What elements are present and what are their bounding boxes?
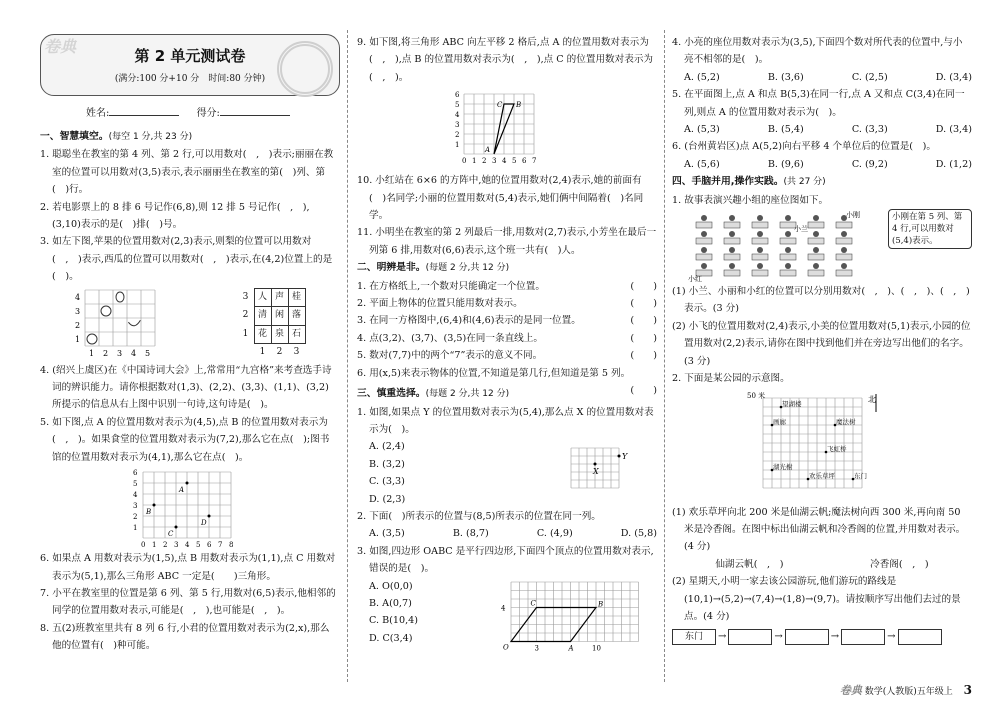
desk <box>696 222 712 228</box>
tick-label: 5 <box>455 101 460 110</box>
spot-label: 画廊 <box>773 417 786 426</box>
point <box>153 504 156 507</box>
tick-label: 0 <box>462 157 467 166</box>
xy-grid <box>567 444 637 492</box>
tick-label: 4 <box>133 491 138 500</box>
name-score-bar: 姓名: 得分: <box>40 104 338 119</box>
student-icon <box>701 247 707 253</box>
tick-label: 3 <box>116 348 122 358</box>
option[interactable]: C. (2,5) <box>851 71 888 83</box>
tick-label: 3 <box>74 306 80 316</box>
option[interactable]: C. B(10,4) <box>369 615 418 627</box>
park-map <box>747 390 897 502</box>
question-5: 5. 如下图,点 A 的位置用数对表示为(4,5),点 B 的位置用数对表示为( , )。如果食堂的位置用数对表示为(7,2),那么它在点( );图书馆的位置用数对表示为(4,1),那么它在点( )。 <box>40 416 330 463</box>
answer-bracket[interactable]: ( ) <box>630 315 657 327</box>
question-1: 1. 聪聪坐在教室的第 4 列、第 2 行,可以用数对( , )表示;丽丽在教室的位置可以用数对(3,5)表示,表示丽丽坐在教室的第( )列、第( )行。 <box>40 149 334 196</box>
column-1 <box>40 128 338 655</box>
student-icon <box>701 215 707 221</box>
question-9: 9. 如下图,将三角形 ABC 向左平移 2 格后,点 A 的位置用数对表示为( , ),点 B 的位置用数对表示为( , ),点 C 的位置用数对表示为( , )。 <box>357 37 654 83</box>
judge-item: ( ) 3. 在同一方格图中,(6,4)和(4,6)表示的是同一位置。 <box>357 312 657 329</box>
student-icon <box>841 231 847 237</box>
desk <box>808 254 824 260</box>
mc-6-options <box>672 156 972 173</box>
point <box>186 482 189 485</box>
tick-label: 5 <box>512 157 517 166</box>
point <box>175 526 178 529</box>
name-label: 小红 <box>688 275 702 284</box>
pear-icon <box>116 292 124 302</box>
mc-5-options <box>672 121 972 138</box>
section-4-heading: 四、手脑并用,操作实践。(共 27 分) <box>672 176 826 188</box>
student-icon <box>757 231 763 237</box>
north-label: 北 <box>868 394 876 404</box>
tick-label: 5 <box>196 541 201 549</box>
mc-1-area <box>357 438 657 508</box>
mc-1: 1. 如图,如果点 Y 的位置用数对表示为(5,4),那么点 X 的位置用数对表示为( )。 <box>357 406 654 435</box>
option[interactable]: D. (1,2) <box>935 158 972 170</box>
tick-label: 1 <box>472 157 477 166</box>
student-icon <box>757 215 763 221</box>
desk <box>780 254 796 260</box>
page-subtitle: (满分:100 分+10 分 时间:80 分钟) <box>114 74 266 84</box>
problem-2-part-1: (1) 欢乐草坪向北 200 米是仙湖云帆;魔法树向西 300 米,再向南 50 米是冷香阁。在图中标出仙湖云帆和冷香阁的位置,并用数对表示。(4 分) <box>672 506 966 553</box>
spot-label: 欢乐草坪 <box>809 471 835 480</box>
point-x <box>594 463 597 466</box>
watermelon-icon <box>87 334 97 344</box>
tick-label: 6 <box>207 541 212 549</box>
poem-cell: 闲 <box>271 307 288 325</box>
name-field[interactable] <box>109 115 179 116</box>
problem-2-part-2: (2) 星期天,小明一家去该公园游玩,他们游玩的路线是(10,1)→(5,2)→(7,4)→(1,8)→(9,7)。请按顺序写出他们去过的景点。(4 分) <box>672 576 961 622</box>
scale-label: 50 米 <box>747 391 766 400</box>
point-label: A <box>179 486 185 495</box>
answer-bracket[interactable]: ( ) <box>630 332 657 344</box>
route-box[interactable] <box>841 629 885 645</box>
tick-label: 2 <box>74 320 80 330</box>
question-11: 11. 小明坐在教室的第 2 列最后一排,用数对(2,7)表示,小芳坐在最后一列第 6 排,用数对(6,6)表示,这个班一共有( )人。 <box>357 227 657 256</box>
desk <box>752 254 768 260</box>
poem-grid: 3 人 声 桂 2 清 闲 落 1 花 泉 石 1 2 3 <box>238 288 306 362</box>
name-label: 小兰 <box>794 225 808 234</box>
question-7: 7. 小平在教室里的位置是第 6 列、第 5 行,用数对(6,5)表示,他相邻的同学的位置用数对表示,可能是( , ),也可能是( , )。 <box>40 587 336 617</box>
student-icon <box>813 215 819 221</box>
banana-icon <box>128 320 140 326</box>
problem-1-part-2: (2) 小飞的位置用数对(2,4)表示,小美的位置用数对(5,1)表示,小园的位置用数对(2,2)表示,请你在图中找到他们并在旁边写出他们的名字。(3 分) <box>672 320 971 367</box>
option[interactable]: C. (4,9) <box>536 528 573 540</box>
option[interactable]: A. (2,4) <box>369 441 405 453</box>
desk <box>780 270 796 276</box>
option[interactable]: D. (5,8) <box>620 528 657 540</box>
column-2 <box>357 34 657 652</box>
option[interactable]: D. (2,3) <box>369 493 406 505</box>
tick-label: 5 <box>133 480 138 489</box>
poem-cell: 泉 <box>271 325 288 343</box>
judge-item: ( ) 5. 数对(7,7)中的两个“7”表示的意义不同。 <box>357 347 657 364</box>
student-icon <box>813 247 819 253</box>
desk <box>836 270 852 276</box>
desk <box>724 270 740 276</box>
poem-cell: 石 <box>288 325 305 343</box>
student-icon <box>729 263 735 269</box>
mc-2-options <box>357 525 657 542</box>
option[interactable]: B. (3,2) <box>369 458 405 470</box>
option[interactable]: B. (8,7) <box>452 528 489 540</box>
student-icon <box>729 247 735 253</box>
section-2-heading: 二、明辨是非。(每题 2 分,共 12 分) <box>357 262 510 274</box>
desk <box>696 254 712 260</box>
column-divider <box>347 30 348 682</box>
tick-label: 4 <box>130 348 136 358</box>
mc-4-options <box>672 69 972 86</box>
mc-6: 6. (台州黄岩区)点 A(5,2)向右平移 4 个单位后的位置是( )。 <box>672 141 936 153</box>
tick-label: 4 <box>455 111 460 120</box>
student-icon <box>729 231 735 237</box>
problem-2-fill: 仙湖云帆( , ) 冷香阁( , ) <box>715 558 929 570</box>
point-y <box>618 455 621 458</box>
point-label: A <box>568 644 574 652</box>
judge-item: ( ) 1. 在方格纸上,一个数对只能确定一个位置。 <box>357 278 657 295</box>
option[interactable]: D. C(3,4) <box>369 632 413 644</box>
tick-label: 2 <box>102 348 108 358</box>
fruit-grid <box>73 286 173 362</box>
triangle-grid <box>452 88 562 170</box>
option[interactable]: C. (3,3) <box>369 476 405 488</box>
seating-figure <box>672 209 972 283</box>
name-label: 小刚 <box>846 211 860 220</box>
mc-3-area <box>357 578 657 652</box>
route-box[interactable] <box>898 629 942 645</box>
option[interactable]: A. (5,2) <box>684 71 720 83</box>
option[interactable]: D. (3,4) <box>935 124 972 136</box>
mc-2: 2. 下面( )所表示的位置与(8,5)所表示的位置在同一列。 <box>357 510 601 522</box>
option[interactable]: B. (5,4) <box>767 124 804 136</box>
point-label: C <box>168 530 174 539</box>
page-number: 3 <box>963 683 972 697</box>
tick-label: 4 <box>501 604 506 613</box>
poem-cell: 声 <box>271 289 288 307</box>
desk <box>808 222 824 228</box>
student-icon <box>757 263 763 269</box>
point <box>208 515 211 518</box>
mc-4: 4. 小亮的座位用数对表示为(3,5),下面四个数对所代表的位置中,与小亮不相邻的是( )。 <box>672 37 963 66</box>
spot-label: 飞虹桥 <box>827 444 847 453</box>
answer-bracket[interactable]: ( ) <box>630 350 657 362</box>
question-8: 8. 五(2)班教室里共有 8 列 6 行,小君的位置用数对表示为(2,x),那么他的位置有( )种可能。 <box>40 622 330 652</box>
tick-label: 8 <box>229 541 234 549</box>
answer-bracket[interactable]: ( ) <box>630 385 657 397</box>
tick-label: 7 <box>532 157 537 166</box>
desk <box>836 238 852 244</box>
poem-cell: 人 <box>254 289 271 307</box>
point-label: B <box>146 508 152 517</box>
poem-cell: 花 <box>254 325 271 343</box>
student-icon <box>841 247 847 253</box>
question-4: 4. (绍兴上虞区)在《中国诗词大会》上,常常用“九宫格”来考查选手诗词的辨识能力。请你根据数对(1,3)、(2,2)、(3,3)、(1,1)、(3,2)所提示的信息从右上图中识别一句诗,这句诗是( )。 <box>40 364 332 411</box>
option[interactable]: A. (5,6) <box>684 158 720 170</box>
problem-1-part-1: (1) 小兰、小丽和小红的位置可以分别用数对( , )、( , )、( , )表示。(3 分) <box>672 286 970 315</box>
desk <box>724 254 740 260</box>
tick-label: 1 <box>455 141 460 150</box>
section-1-heading: 一、智慧填空。(每空 1 分,共 23 分) <box>40 131 193 142</box>
point-label: Y <box>622 452 628 462</box>
problem-1: 1. 故事表演兴趣小组的座位图如下。 <box>672 194 829 206</box>
title-box <box>40 34 340 96</box>
point-label: C <box>497 101 503 110</box>
tick-label: 3 <box>534 644 539 652</box>
poem-cell: 桂 <box>288 289 305 307</box>
page-footer: 卷典 数学(人教版)五年级上 3 <box>839 683 972 697</box>
route-box[interactable] <box>785 629 829 645</box>
desk <box>752 222 768 228</box>
point-label: O <box>503 643 509 652</box>
option[interactable]: A. (5,3) <box>684 124 720 136</box>
tick-label: 1 <box>133 524 138 533</box>
desk <box>752 238 768 244</box>
route-start: 东门 <box>672 629 716 645</box>
score-field[interactable] <box>220 115 290 116</box>
page-title: 第 2 单元测试卷 <box>134 47 246 65</box>
point-grid <box>129 468 249 548</box>
seating-chart <box>686 209 886 283</box>
student-icon <box>701 231 707 237</box>
tick-label: 6 <box>522 157 527 166</box>
apple-icon <box>101 306 111 316</box>
student-icon <box>757 247 763 253</box>
tick-label: 3 <box>492 157 497 166</box>
tick-label: 6 <box>455 91 460 100</box>
option[interactable]: C. (3,3) <box>851 124 888 136</box>
desk <box>696 238 712 244</box>
option[interactable]: A. O(0,0) <box>369 580 413 592</box>
desk <box>836 254 852 260</box>
tick-label: 3 <box>133 502 138 511</box>
tick-label: 6 <box>133 469 138 478</box>
tick-label: 2 <box>133 513 138 522</box>
tick-label: 5 <box>144 348 150 358</box>
option[interactable]: C. (9,2) <box>851 158 888 170</box>
mc-3: 3. 如图,四边形 OABC 是平行四边形,下面四个顶点的位置用数对表示,错误的是( )。 <box>357 545 654 575</box>
tick-label: 7 <box>218 541 223 549</box>
student-icon <box>841 263 847 269</box>
tick-label: 1 <box>74 334 80 344</box>
problem-2: 2. 下面是某公园的示意图。 <box>672 373 790 385</box>
judge-item: ( ) 2. 平面上物体的位置只能用数对表示。 <box>357 295 657 312</box>
poem-cell: 清 <box>254 307 271 325</box>
option[interactable]: B. (3,6) <box>767 71 804 83</box>
tick-label: 2 <box>482 157 487 166</box>
tick-label: 2 <box>455 131 460 140</box>
student-icon <box>813 231 819 237</box>
spot-label: 望湖楼 <box>782 399 802 408</box>
mc-1-options <box>357 438 405 508</box>
tick-label: 4 <box>502 157 507 166</box>
student-icon <box>785 231 791 237</box>
spot-label: 东门 <box>854 471 867 480</box>
point-label: C <box>530 599 536 608</box>
parallelogram-grid <box>501 578 651 652</box>
tick-label: 4 <box>74 292 80 302</box>
question-6: 6. 如果点 A 用数对表示为(1,5),点 B 用数对表示为(1,1),点 C 用数对表示为(5,1),那么三角形 ABC 一定是( )三角形。 <box>40 553 336 582</box>
tick-label: 1 <box>152 541 157 549</box>
point-label: B <box>598 600 604 609</box>
mc-5: 5. 在平面图上,点 A 和点 B(5,3)在同一行,点 A 又和点 C(3,4)在同一列,则点 A 的位置用数对表示为( )。 <box>672 89 965 118</box>
desk <box>836 222 852 228</box>
column-divider <box>664 30 665 682</box>
answer-bracket[interactable]: ( ) <box>630 298 657 310</box>
point-label: A <box>485 146 491 155</box>
desk <box>808 270 824 276</box>
option[interactable]: A. (3,5) <box>369 528 405 540</box>
tick-label: 4 <box>185 541 190 549</box>
figures-row <box>40 286 338 362</box>
question-2: 2. 若电影票上的 8 排 6 号记作(6,8),则 12 排 5 号记作( , ),(3,10)表示的是( )排( )号。 <box>40 201 310 231</box>
question-10: 10. 小红站在 6×6 的方阵中,她的位置用数对(2,4)表示,她的前面有( )名同学;小丽的位置用数对(5,4)表示,她们俩中间隔着( )名同学。 <box>357 175 644 222</box>
desk <box>752 270 768 276</box>
mc-3-options <box>357 578 418 652</box>
option[interactable]: B. A(0,7) <box>369 597 412 609</box>
route-box[interactable] <box>728 629 772 645</box>
student-icon <box>785 215 791 221</box>
section-3-heading: 三、慎重选择。(每题 2 分,共 12 分) <box>357 388 510 400</box>
spot-label: 湖光榭 <box>773 462 793 471</box>
desk <box>724 222 740 228</box>
judge-item: 6. 用(x,5)来表示物体的位置,不知道是第几行,但知道是第 5 列。 <box>357 367 631 379</box>
point-label: B <box>516 101 522 110</box>
question-3: 3. 如左下图,苹果的位置用数对(2,3)表示,则梨的位置可以用数对( , )表示,西瓜的位置可以用数对( , )表示,在(4,2)位置上的是( )。 <box>40 236 333 283</box>
option[interactable]: B. (9,6) <box>767 158 804 170</box>
student-icon <box>813 263 819 269</box>
tick-label: 0 <box>141 541 146 549</box>
point-label: D <box>201 519 207 528</box>
poem-cell: 落 <box>288 307 305 325</box>
tick-label: 3 <box>174 541 179 549</box>
student-icon <box>785 263 791 269</box>
column-3 <box>672 34 972 646</box>
spot-label: 魔法树 <box>836 417 856 426</box>
student-icon <box>729 215 735 221</box>
point-label: X <box>593 467 599 477</box>
desk <box>780 238 796 244</box>
tick-label: 10 <box>592 644 601 652</box>
student-icon <box>701 263 707 269</box>
tick-label: 3 <box>455 121 460 130</box>
answer-bracket[interactable]: ( ) <box>630 280 657 292</box>
student-icon <box>785 247 791 253</box>
tick-label: 1 <box>88 348 94 358</box>
desk <box>808 238 824 244</box>
option[interactable]: D. (3,4) <box>935 71 972 83</box>
brand-logo: 卷典 <box>44 37 77 56</box>
judge-item: ( ) 4. 点(3,2)、(3,7)、(3,5)在同一条直线上。 <box>357 330 657 347</box>
speech-bubble: 小刚在第 5 列、第 4 行,可以用数对(5,4)表示。 <box>888 209 972 249</box>
route-boxes: 东门 → → → → <box>672 628 972 645</box>
tick-label: 2 <box>163 541 168 549</box>
desk <box>724 238 740 244</box>
